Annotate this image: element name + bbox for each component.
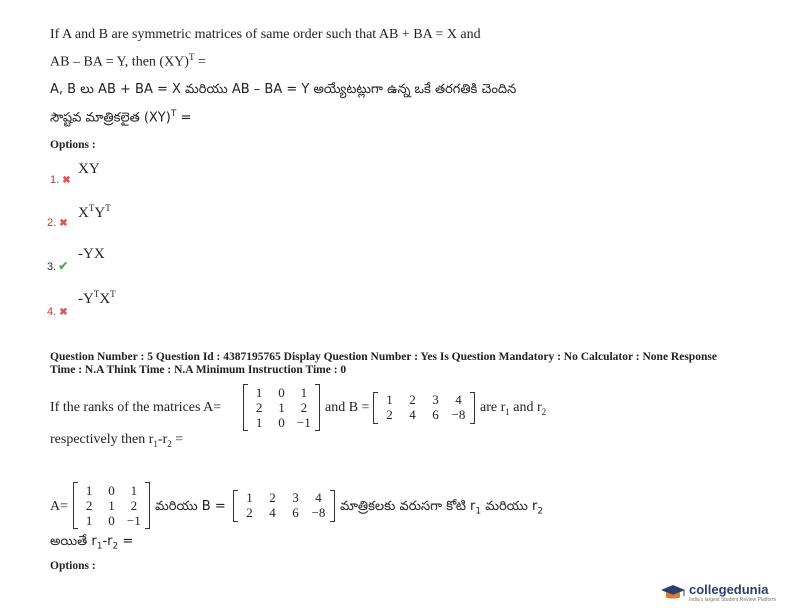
- matrix-a-cell: 0: [278, 385, 285, 400]
- matrix-a-cell: 0: [108, 483, 115, 498]
- option-2-marker: 2. ✖: [47, 217, 68, 229]
- matrix-a-cell: 1: [255, 415, 263, 430]
- matrix-a-cell: 1: [85, 513, 93, 528]
- matrix-b-en: [373, 392, 475, 424]
- option-3-marker: 3. ✔: [47, 259, 69, 273]
- option-2-text: $X^TY^T$: [78, 203, 111, 221]
- matrix-b-cell: 6: [292, 505, 299, 520]
- matrix-b-cell: 2: [409, 392, 416, 407]
- matrix-a-cell: 1: [130, 483, 138, 498]
- q1-telugu-line1: A, B లు AB + BA = X మరియు AB – BA = Y అయ్యేటట్లుగా ఉన్న ఒకే తరగతికి చెందిన: [50, 82, 517, 97]
- matrix-b-cell: 2: [386, 407, 393, 422]
- collegedunia-logo: collegedunia India's largest Student Review Platform: [660, 582, 776, 603]
- q2-en-prefix: If the ranks of the matrices A=: [50, 400, 222, 415]
- q2-te-line2: అయితే $r_1-r_2$ =: [50, 534, 134, 552]
- matrix-a-te: [73, 482, 150, 529]
- matrix-b-cell: 4: [455, 392, 462, 407]
- option-4-text: $-Y^TX^T$: [78, 289, 116, 307]
- matrix-b-cell: 1: [386, 392, 393, 407]
- q2-meta-line1: Question Number : 5 Question Id : 4387195765 Display Question Number : Yes Is Question Mandatory : No Calculator : None Response: [50, 351, 717, 363]
- cross-icon: ✖: [59, 307, 68, 318]
- matrix-a-cell: 0: [278, 415, 285, 430]
- q2-en-line2: respectively then $r_1-r_2$ =: [50, 432, 184, 449]
- option-1-text: XY: [78, 161, 100, 177]
- matrix-b-cell: 1: [246, 490, 253, 505]
- matrix-b-cell: 4: [315, 490, 322, 505]
- matrix-b-cell: 4: [269, 505, 276, 520]
- q1-options-label: Options :: [50, 139, 96, 151]
- matrix-a-en: [243, 384, 320, 431]
- q2-te-prefix: A=: [50, 499, 69, 514]
- matrix-a-cell: −1: [296, 415, 311, 430]
- matrix-a-cell: 2: [255, 400, 263, 415]
- option-4-marker: 4. ✖: [47, 306, 68, 318]
- graduation-cap-icon: [660, 583, 686, 603]
- matrix-a-cell: 1: [108, 498, 115, 513]
- matrix-b-cell: 4: [409, 407, 416, 422]
- matrix-b-cell: 2: [269, 490, 276, 505]
- matrix-a-cell: 1: [300, 385, 308, 400]
- matrix-b-cell: 2: [246, 505, 253, 520]
- q2-en-suffix: are $r_1$ and $r_2$: [480, 400, 547, 417]
- matrix-a-cell: −1: [126, 513, 141, 528]
- matrix-a-cell: 2: [130, 498, 138, 513]
- matrix-b-cell: 6: [432, 407, 439, 422]
- matrix-b-cell: 3: [292, 490, 299, 505]
- q1-line2: AB – BA = Y, then (XY)$^T$ =: [50, 52, 206, 70]
- matrix-b-te: [233, 490, 335, 522]
- q2-te-mid: మరియు B =: [155, 499, 226, 514]
- cross-icon: ✖: [62, 175, 71, 186]
- matrix-a-cell: 1: [255, 385, 263, 400]
- q2-en-mid: and B =: [325, 400, 370, 415]
- matrix-a-cell: 1: [278, 400, 285, 415]
- q2-options-label: Options :: [50, 560, 96, 572]
- q2-meta-line2: Time : N.A Think Time : N.A Minimum Instruction Time : 0: [50, 364, 347, 376]
- matrix-a-cell: 2: [300, 400, 308, 415]
- q1-line1: If A and B are symmetric matrices of same order such that AB + BA = X and: [50, 27, 481, 42]
- matrix-a-cell: 1: [85, 483, 93, 498]
- q1-telugu-line2: సౌష్టవ మాత్రికలైత (XY)$^T$ =: [50, 109, 192, 126]
- cross-icon: ✖: [59, 218, 68, 229]
- q2-te-suffix: మాత్రికలకు వరుసగా కోటి $r_1$ మరియు $r_2$: [340, 499, 544, 517]
- checkmark-icon: ✔: [58, 259, 69, 273]
- matrix-b-cell: −8: [311, 505, 326, 520]
- matrix-b-cell: 3: [432, 392, 439, 407]
- matrix-a-cell: 2: [85, 498, 93, 513]
- option-1-marker: 1. ✖: [50, 174, 71, 186]
- matrix-b-cell: −8: [451, 407, 466, 422]
- matrix-a-cell: 0: [108, 513, 115, 528]
- option-3-text: -YX: [78, 246, 105, 262]
